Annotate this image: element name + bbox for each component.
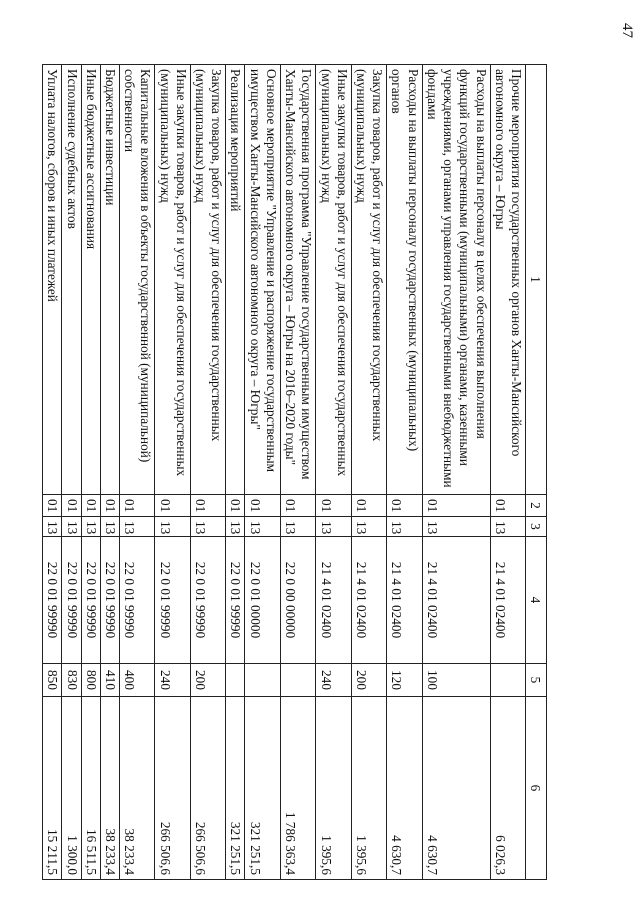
row-amount-cell: 4 630,7 <box>422 697 490 880</box>
row-target-article-cell: 22 0 01 99990 <box>190 537 225 664</box>
row-expense-type-cell: 400 <box>119 664 154 697</box>
row-target-article-cell: 21 4 01 02400 <box>490 537 525 664</box>
row-name-cell: Иные закупки товаров, работ и услуг для обеспечения государственных (муниципальных) нужд <box>316 65 351 495</box>
row-section-cell: 01 <box>190 495 225 517</box>
table-row <box>190 65 225 880</box>
table-row <box>81 65 100 880</box>
row-subsection-cell: 13 <box>490 517 525 537</box>
header-cell-subsection: 3 <box>526 517 547 537</box>
row-amount-cell: 321 251,5 <box>245 697 280 880</box>
table-row <box>422 65 490 880</box>
header-cell-amount: 6 <box>526 697 547 880</box>
row-name-cell: Бюджетные инвестиции <box>100 65 119 495</box>
row-section-cell: 01 <box>280 495 315 517</box>
row-section-cell: 01 <box>81 495 100 517</box>
table-row <box>62 65 81 880</box>
row-subsection-cell: 13 <box>119 517 154 537</box>
table-row <box>387 65 422 880</box>
row-name-cell: Расходы на выплаты персоналу в целях обеспечения выполнения функций государственными (муниципальными) органами, казенными учреждениями, органами управления государственными внебюджетными фондами <box>422 65 490 495</box>
header-cell-expense-type: 5 <box>526 664 547 697</box>
row-expense-type-cell: 100 <box>422 664 490 697</box>
row-amount-cell: 6 026,3 <box>490 697 525 880</box>
row-subsection-cell: 13 <box>155 517 190 537</box>
row-name-cell: Прочие мероприятия государственных органов Ханты-Мансийского автономного округа – Югры <box>490 65 525 495</box>
table-row <box>155 65 190 880</box>
row-section-cell: 01 <box>155 495 190 517</box>
table-row <box>280 65 315 880</box>
row-subsection-cell: 13 <box>81 517 100 537</box>
header-cell-name: 1 <box>526 65 547 495</box>
row-section-cell: 01 <box>351 495 386 517</box>
row-name-cell: Исполнение судебных актов <box>62 65 81 495</box>
page-number: 47 <box>619 23 635 38</box>
row-subsection-cell: 13 <box>245 517 280 537</box>
row-subsection-cell: 13 <box>316 517 351 537</box>
table-row <box>245 65 280 880</box>
row-section-cell: 01 <box>119 495 154 517</box>
row-amount-cell: 38 233,4 <box>119 697 154 880</box>
row-section-cell: 01 <box>100 495 119 517</box>
row-amount-cell: 38 233,4 <box>100 697 119 880</box>
row-amount-cell: 1 300,0 <box>62 697 81 880</box>
row-target-article-cell: 21 4 01 02400 <box>422 537 490 664</box>
table-row <box>226 65 245 880</box>
budget-table <box>42 64 547 880</box>
row-subsection-cell: 13 <box>351 517 386 537</box>
row-amount-cell: 1 786 363,4 <box>280 697 315 880</box>
row-name-cell: Расходы на выплаты персоналу государственных (муниципальных) органов <box>387 65 422 495</box>
budget-table-body <box>43 65 547 880</box>
row-name-cell: Капитальные вложения в объекты государственной (муниципальной) собственности <box>119 65 154 495</box>
row-target-article-cell: 22 0 01 00000 <box>245 537 280 664</box>
row-expense-type-cell <box>280 664 315 697</box>
row-amount-cell: 1 395,6 <box>351 697 386 880</box>
row-amount-cell: 321 251,5 <box>226 697 245 880</box>
row-target-article-cell: 22 0 01 99990 <box>155 537 190 664</box>
row-amount-cell: 1 395,6 <box>316 697 351 880</box>
row-subsection-cell: 13 <box>387 517 422 537</box>
row-name-cell: Закупка товаров, работ и услуг для обеспечения государственных (муниципальных) нужд <box>190 65 225 495</box>
row-name-cell: Реализация мероприятий <box>226 65 245 495</box>
table-header-row <box>526 65 547 880</box>
row-expense-type-cell: 200 <box>351 664 386 697</box>
row-subsection-cell: 13 <box>226 517 245 537</box>
row-subsection-cell: 13 <box>422 517 490 537</box>
row-amount-cell: 16 511,5 <box>81 697 100 880</box>
row-amount-cell: 266 506,6 <box>190 697 225 880</box>
row-expense-type-cell <box>226 664 245 697</box>
row-expense-type-cell: 850 <box>43 664 62 697</box>
table-row <box>490 65 525 880</box>
row-expense-type-cell: 830 <box>62 664 81 697</box>
row-target-article-cell: 21 4 01 02400 <box>351 537 386 664</box>
row-section-cell: 01 <box>316 495 351 517</box>
row-subsection-cell: 13 <box>62 517 81 537</box>
table-row <box>119 65 154 880</box>
row-amount-cell: 266 506,6 <box>155 697 190 880</box>
row-section-cell: 01 <box>490 495 525 517</box>
row-section-cell: 01 <box>387 495 422 517</box>
row-expense-type-cell <box>245 664 280 697</box>
row-section-cell: 01 <box>422 495 490 517</box>
row-target-article-cell: 22 0 01 99990 <box>100 537 119 664</box>
row-expense-type-cell: 240 <box>316 664 351 697</box>
row-expense-type-cell: 410 <box>100 664 119 697</box>
table-row <box>316 65 351 880</box>
row-subsection-cell: 13 <box>43 517 62 537</box>
row-expense-type-cell <box>490 664 525 697</box>
table-row <box>351 65 386 880</box>
row-target-article-cell: 22 0 01 99990 <box>81 537 100 664</box>
table-row <box>43 65 62 880</box>
row-amount-cell: 4 630,7 <box>387 697 422 880</box>
row-name-cell: Государственная программа "Управление государственным имуществом Ханты-Мансийского автономного округа – Югры на 2016–2020 годы" <box>280 65 315 495</box>
row-name-cell: Закупка товаров, работ и услуг для обеспечения государственных (муниципальных) нужд <box>351 65 386 495</box>
row-expense-type-cell: 200 <box>190 664 225 697</box>
row-target-article-cell: 21 4 01 02400 <box>387 537 422 664</box>
row-section-cell: 01 <box>43 495 62 517</box>
row-name-cell: Уплата налогов, сборов и иных платежей <box>43 65 62 495</box>
row-target-article-cell: 22 0 01 99990 <box>43 537 62 664</box>
row-name-cell: Основное мероприятие "Управление и распоряжение государственным имуществом Ханты-Мансийского автономного округа – Югры" <box>245 65 280 495</box>
row-expense-type-cell: 240 <box>155 664 190 697</box>
table-row <box>100 65 119 880</box>
row-amount-cell: 15 211,5 <box>43 697 62 880</box>
row-target-article-cell: 22 0 01 99990 <box>226 537 245 664</box>
row-target-article-cell: 22 0 01 99990 <box>62 537 81 664</box>
row-subsection-cell: 13 <box>190 517 225 537</box>
row-target-article-cell: 21 4 01 02400 <box>316 537 351 664</box>
row-expense-type-cell: 120 <box>387 664 422 697</box>
header-cell-section: 2 <box>526 495 547 517</box>
row-subsection-cell: 13 <box>280 517 315 537</box>
row-target-article-cell: 22 0 01 99990 <box>119 537 154 664</box>
row-expense-type-cell: 800 <box>81 664 100 697</box>
row-section-cell: 01 <box>62 495 81 517</box>
row-subsection-cell: 13 <box>100 517 119 537</box>
row-name-cell: Иные бюджетные ассигнования <box>81 65 100 495</box>
header-cell-target-article: 4 <box>526 537 547 664</box>
row-name-cell: Иные закупки товаров, работ и услуг для обеспечения государственных (муниципальных) нужд <box>155 65 190 495</box>
rotated-table-container <box>45 64 547 879</box>
row-section-cell: 01 <box>226 495 245 517</box>
row-section-cell: 01 <box>245 495 280 517</box>
row-target-article-cell: 22 0 00 00000 <box>280 537 315 664</box>
